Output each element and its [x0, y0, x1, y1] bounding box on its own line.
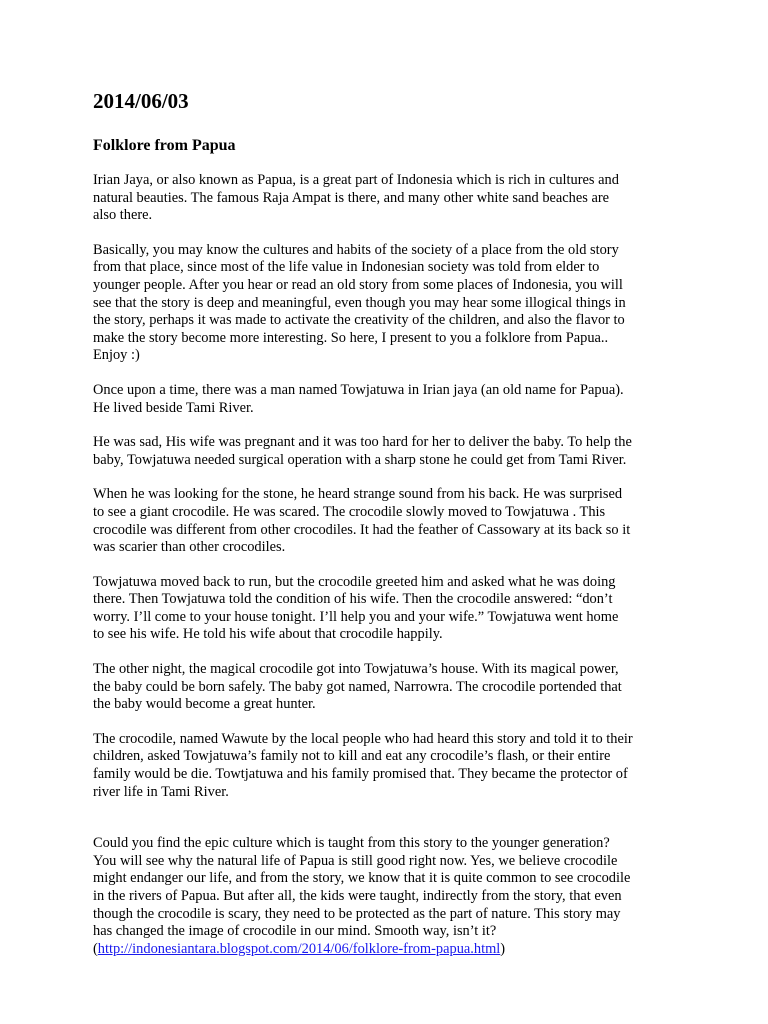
- date-heading: 2014/06/03: [93, 89, 189, 113]
- source-link[interactable]: http://indonesiantara.blogspot.com/2014/06/folklore-from-papua.html: [97, 940, 501, 957]
- paragraph-wife-pregnant: He was sad, His wife was pregnant and it was too hard for her to deliver the baby. To help the baby, Towjatuwa needed surgical operation with a sharp stone he could get from Tami River.: [93, 434, 632, 468]
- paragraph-promise: The crocodile, named Wawute by the local people who had heard this story and told it to their children, asked Towjatuwa’s family not to kill and eat any crocodile’s flash, or their entire family would be die. Towtjatuwa and his family promised that. They became the protector of river life in Tami River.: [93, 730, 633, 800]
- document-page: [93, 88, 693, 958]
- paragraph-closing: Could you find the epic culture which is taught from this story to the younger generation? You will see why the natural life of Papua is still good right now. Yes, we believe crocodile might endanger our life, and from the story, we know that it is quite common to see crocodile in the rivers of Papua. But after all, the kids were taught, indirectly from the story, that even though the crocodile is scary, they need to be protected as the part of nature. This story may has changed the image of crocodile in our mind. Smooth way, isn’t it?: [93, 835, 631, 940]
- paragraph-background: Basically, you may know the cultures and habits of the society of a place from the old story from that place, since most of the life value in Indonesian society was told from elder to younger people. After you hear or read an old story from some places of Indonesia, you will see that the story is deep and meaningful, even though you may hear some illogical things in the story, perhaps it was made to activate the creativity of the children, and also the flavor to make the story become more interesting. So here, I present to you a folklore from Papua.. Enjoy :): [93, 241, 626, 364]
- paragraph-intro: Irian Jaya, or also known as Papua, is a great part of Indonesia which is rich in cultures and natural beauties. The famous Raja Ampat is there, and many other white sand beaches are also there.: [93, 172, 619, 224]
- paragraph-crocodile-greets: Towjatuwa moved back to run, but the crocodile greeted him and asked what he was doing there. Then Towjatuwa told the condition of his wife. Then the crocodile answered: “don’t worry. I’ll come to your house tonight. I’ll help you and your wife.” Towjatuwa went home to see his wife. He told his wife about that crocodile happily.: [93, 573, 619, 643]
- paragraph-story-opening: Once upon a time, there was a man named Towjatuwa in Irian jaya (an old name for Papua). He lived beside Tami River.: [93, 381, 624, 416]
- source-close-paren: ): [500, 940, 506, 957]
- document-title: Folklore from Papua: [93, 137, 236, 154]
- source-line: [93, 941, 693, 959]
- source-open-paren: (: [93, 940, 98, 957]
- paragraph-baby-born: The other night, the magical crocodile got into Towjatuwa’s house. With its magical power, the baby could be born safely. The baby got named, Narrowra. The crocodile portended that the baby would become a great hunter.: [93, 661, 622, 713]
- paragraph-crocodile-appears: When he was looking for the stone, he heard strange sound from his back. He was surprised to see a giant crocodile. He was scared. The crocodile slowly moved to Towjatuwa . This crocodile was different from other crocodiles. It had the feather of Cassowary at its back so it was scarier than other crocodiles.: [93, 486, 631, 556]
